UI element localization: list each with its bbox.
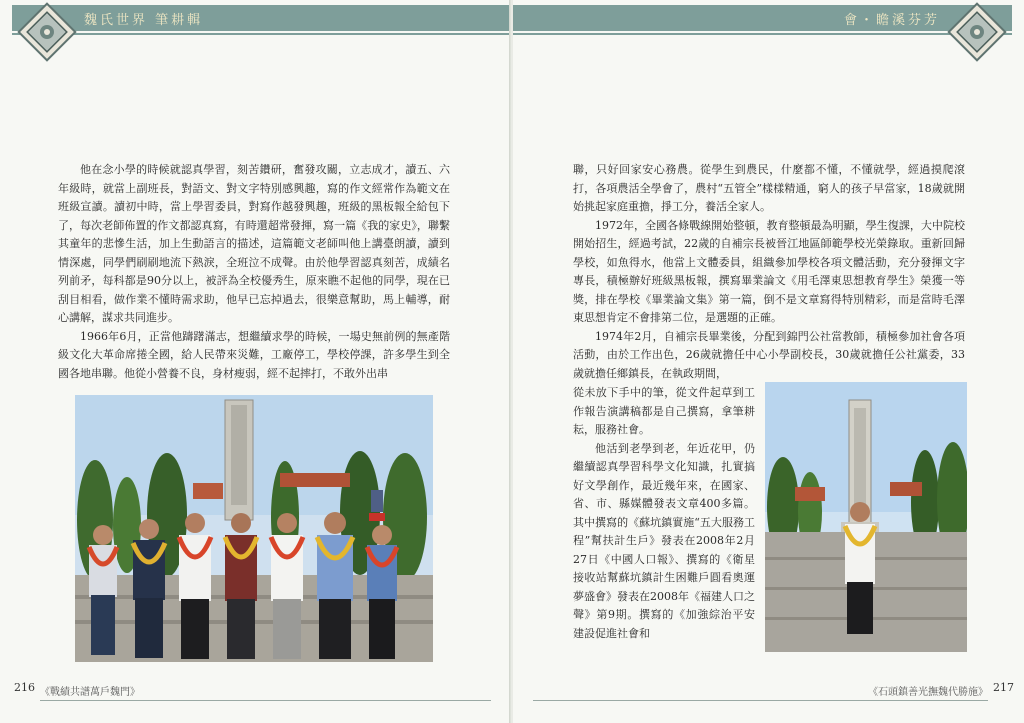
paragraph: 聯，只好回家安心務農。從學生到農民，什麼都不懂，不懂就學，經過摸爬滾打，各項農活全學會了，農村“五管全”樣樣精通，窮人的孩子早當家，18歲就開始挑起家庭重擔，掙工分，養活全家人。	[573, 163, 965, 213]
footer-text: 《戰績共譜萬戶魏門》	[40, 687, 140, 698]
page-number: 216	[14, 681, 35, 694]
diamond-emblem-icon	[946, 1, 1008, 63]
header-title: 會・瞻溪芬芳	[843, 13, 940, 28]
left-page	[0, 0, 511, 723]
body-text	[573, 161, 965, 383]
paragraph: 從未放下手中的筆，從文件起草到工作報告演講稿都是自己撰寫，拿筆耕耘，服務社會。	[573, 386, 755, 436]
footer-rule	[40, 700, 491, 701]
footer-text: 《石頭鎮善光撫魏代勝施》	[868, 687, 988, 698]
paragraph: 1966年6月，正當他躊躇滿志，想繼續求學的時候，一場史無前例的無產階級文化大革命席捲全國，給人民帶來災難，工廠停工，學校停課，許多學生到全國各地串聯。他從小營養不良，身材瘦弱，經不起摔打，不敢外出串	[58, 329, 450, 380]
monument-photo	[765, 382, 967, 652]
header-title: 魏氏世界 筆耕輯	[84, 13, 204, 28]
paragraph: 1972年，全國各條戰線開始整頓，教育整頓最為明顯，學生復課，大中院校開始招生，經過考試，22歲的自補宗長被晉江地區師範學校光榮錄取。重新回歸學校，如魚得水，他當上文體委員，組織參加學校各項文體活動，充分發揮文字專長，積極辦好班級黑板報，撰寫畢業論文《用毛澤東思想教育學生》榮獲一等獎，排在學校《畢業論文集》第一篇，倒不是文章寫得特別精彩，而是當時毛澤東思想肯定不會排第二位，是選題的正確。	[573, 218, 965, 324]
group-photo	[75, 395, 433, 662]
footer-rule	[533, 700, 988, 701]
diamond-emblem-icon	[16, 1, 78, 63]
body-text	[58, 161, 450, 383]
header-rule	[513, 33, 1012, 35]
header-rule	[12, 33, 511, 35]
body-text-side	[573, 384, 755, 643]
page-number: 217	[993, 681, 1014, 694]
paragraph: 他活到老學到老，年近花甲，仍繼續認真學習科學文化知識，扎實搞好文學創作，最近幾年來，在國家、省、市、縣媒體發表文章400多篇。其中撰寫的《蘇坑鎮實施“五大服務工程”幫扶計生戶》發表在2008年2月27日《中國人口報》、撰寫的《衛星接收站幫蘇坑鎮計生困難戶圓看奧運夢盛會》發表在2008年《福建人口之聲》第9期。撰寫的《加強綜治平安建設促進社會和	[573, 441, 755, 640]
right-page	[513, 0, 1024, 723]
paragraph: 1974年2月，自補宗長畢業後，分配到錦門公社當教師，積極參加社會各項活動，由於工作出色，26歲就擔任中心小學副校長，30歲就擔任公社黨委，33歲就擔任鄉鎮長，在執政期間，	[573, 329, 965, 380]
paragraph: 他在念小學的時候就認真學習，刻苦鑽研，奮發攻關，立志成才，讀五、六年級時，就當上副班長，對語文、對文字特別感興趣，寫的作文經常作為範文在班級宣讀。讀初中時，當上學習委員，對寫作越發興趣，班級的黑板報全給包下了，每次老師佈置的作文都認真寫，有時還超常發揮，寫一篇《我的家史》，聯繫其童年的悲慘生活，加上生動語言的描述，這篇範文老師叫他上講臺朗讀，讀到情深處，同學們刷刷地流下熱淚，全班泣不成聲。由於他學習認真刻苦，成績名列前矛，每科都是90分以上，被評為全校優秀生，原來瞧不起他的同學，現在已刮目相看，做作業不懂時需求助，他早已忘掉過去，很樂意幫助，馬上輔導，耐心講解，謀求共同進步。	[58, 163, 450, 324]
